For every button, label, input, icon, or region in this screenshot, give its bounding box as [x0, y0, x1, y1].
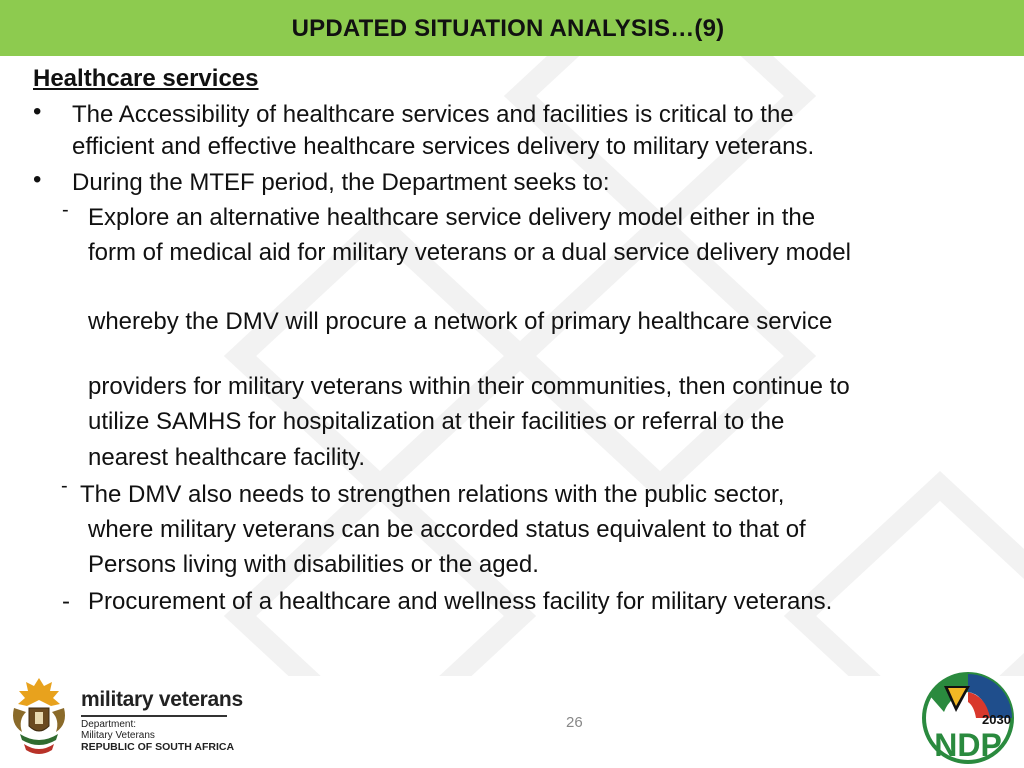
- page-number: 26: [566, 714, 583, 731]
- sub-2-line-3: Persons living with disabilities or the aged.: [88, 551, 539, 578]
- bullet-1-line-1: The Accessibility of healthcare services and facilities is critical to the: [72, 101, 794, 128]
- logo-line-military-veterans: Military Veterans: [81, 730, 155, 741]
- dash-icon: -: [61, 475, 68, 497]
- logo-line-republic: REPUBLIC OF SOUTH AFRICA: [81, 741, 235, 753]
- sub-2-line-2: where military veterans can be accorded status equivalent to that of: [88, 516, 806, 543]
- sub-1-line-1: Explore an alternative healthcare service delivery model either in the: [88, 204, 816, 231]
- bullet-icon: •: [33, 166, 42, 193]
- coat-of-arms-icon: [8, 674, 70, 758]
- dash-icon: -: [62, 199, 69, 221]
- dash-icon: -: [62, 588, 70, 615]
- bullet-1-line-2: efficient and effective healthcare services delivery to military veterans.: [72, 133, 815, 160]
- slide-title: UPDATED SITUATION ANALYSIS…(9): [291, 15, 725, 42]
- bullet-2-line-1: During the MTEF period, the Department seeks to:: [72, 169, 610, 196]
- sub-1-line-6: nearest healthcare facility.: [88, 444, 366, 471]
- section-heading: Healthcare services: [33, 65, 259, 92]
- sub-1-line-3: whereby the DMV will procure a network of primary healthcare service: [88, 308, 833, 335]
- title-bar: [0, 0, 1024, 56]
- bullet-icon: •: [33, 98, 42, 125]
- ndp-text: NDP: [934, 727, 1002, 763]
- sub-1-line-4: providers for military veterans within their communities, then continue to: [88, 373, 850, 400]
- logo-divider: [81, 715, 227, 717]
- slide-body: [0, 56, 1024, 656]
- department-logo: [8, 674, 248, 758]
- sub-1-line-2: form of medical aid for military veterans or a dual service delivery model: [88, 239, 851, 266]
- sub-1-line-5: utilize SAMHS for hospitalization at their facilities or referral to the: [88, 408, 785, 435]
- ndp-year: 2030: [982, 712, 1011, 727]
- logo-title: military veterans: [81, 688, 243, 711]
- sub-3-line-1: Procurement of a healthcare and wellness facility for military veterans.: [88, 588, 833, 615]
- ndp-2030-logo: [920, 672, 1016, 764]
- logo-line-department: Department:: [81, 719, 137, 730]
- sub-2-line-1: The DMV also needs to strengthen relations with the public sector,: [80, 481, 785, 508]
